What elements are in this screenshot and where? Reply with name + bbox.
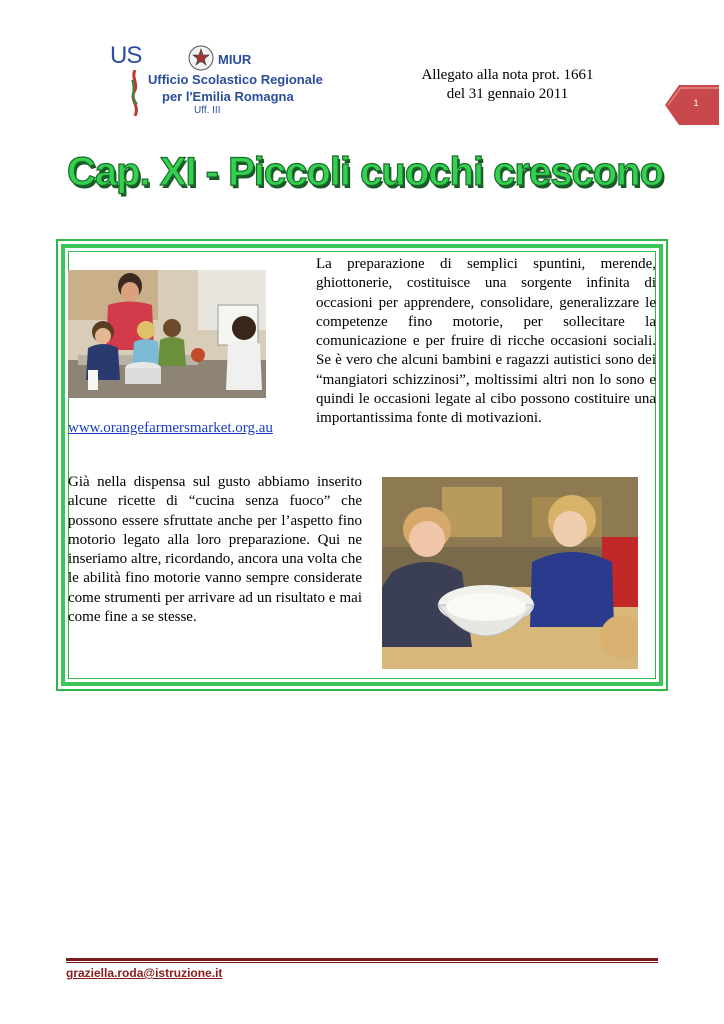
page-number: 1: [693, 98, 699, 108]
usr-logo: [108, 42, 328, 122]
logo-miur-text: MIUR: [218, 52, 252, 67]
allegato-note: [400, 66, 615, 104]
allegato-line1: Allegato alla nota prot. 1661: [421, 67, 594, 83]
footer-divider: [66, 958, 658, 961]
photo-kitchen-children: [68, 270, 266, 398]
footer-divider-thin: [66, 962, 658, 963]
allegato-line2: del 31 gennaio 2011: [446, 86, 569, 102]
photo-children-mixing: [382, 477, 638, 669]
logo-figure-icon: [128, 70, 142, 116]
intro-paragraph: La preparazione di semplici spuntini, merende, ghiottonerie, costituisce una sorgente infinita di occasioni per apprendere, consolidare, generalizzare le competenze fino motorie, per sollecitare la comunicazione e per fruire di ricche occasioni sociali. Se è vero che alcuni bambini e ragazzi autistici sono dei “mangiatori schizzinosi”, moltissimi altri non lo sono e quindi le occasioni legate al cibo possono costituire una importantissima fonte di motivazioni.: [316, 256, 656, 427]
chapter-title: Cap. XI - Piccoli cuochi crescono: [66, 150, 664, 194]
logo-us-text: US: [110, 42, 142, 69]
recipes-paragraph: Già nella dispensa sul gusto abbiamo inserito alcune ricette di “cucina senza fuoco” che possono essere sfruttate anche per l’aspetto fino motorio legato alla loro preparazione. Qui ne inseriamo altre, ricordando, ancora una volta che le abilità fino motorie vanno sempre considerate come strumenti per arrivare ad un risultato e mai come fine a se stesse.: [68, 474, 362, 626]
logo-office-line2: per l'Emilia Romagna: [162, 89, 294, 104]
photo-source-link[interactable]: www.orangefarmersmarket.org.au: [68, 420, 273, 436]
footer-email-link[interactable]: graziella.roda@istruzione.it: [66, 966, 223, 980]
logo-office-line3: Uff. III: [194, 105, 221, 116]
republic-emblem-icon: [188, 44, 214, 72]
logo-office-line1: Ufficio Scolastico Regionale: [148, 72, 323, 87]
